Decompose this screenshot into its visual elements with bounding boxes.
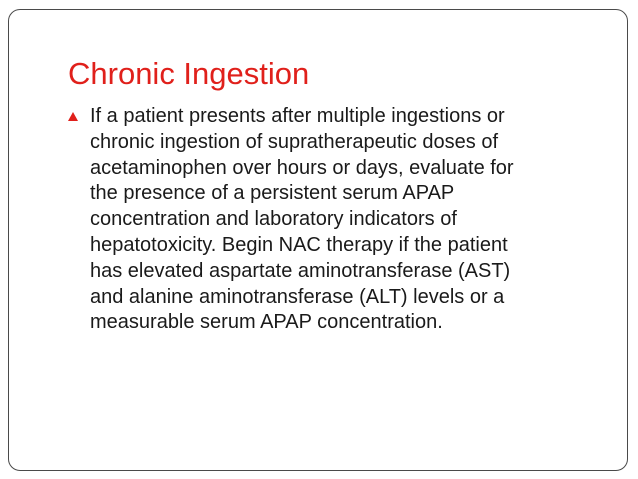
bullet-text-line: concentration and laboratory indicators of bbox=[90, 208, 457, 231]
bullet-text-line: chronic ingestion of supratherapeutic doses of bbox=[90, 130, 499, 153]
bullet-list bbox=[68, 104, 608, 336]
bullet-text-line: If a patient presents after multiple ingestions or bbox=[90, 105, 505, 127]
bullet-item bbox=[68, 104, 608, 336]
bullet-text-line: acetaminophen over hours or days, evaluate for bbox=[90, 156, 514, 179]
bullet-text-line: and alanine aminotransferase (ALT) levels or a bbox=[90, 285, 505, 308]
slide-title: Chronic Ingestion bbox=[68, 56, 310, 91]
bullet-text-line: hepatotoxicity. Begin NAC therapy if the patient bbox=[90, 233, 508, 256]
bullet-text-line: the presence of a persistent serum APAP bbox=[90, 182, 455, 205]
bullet-text-line: has elevated aspartate aminotransferase (AST) bbox=[90, 259, 511, 282]
triangle-bullet-icon bbox=[68, 112, 78, 121]
bullet-text-line: measurable serum APAP concentration. bbox=[90, 311, 443, 334]
